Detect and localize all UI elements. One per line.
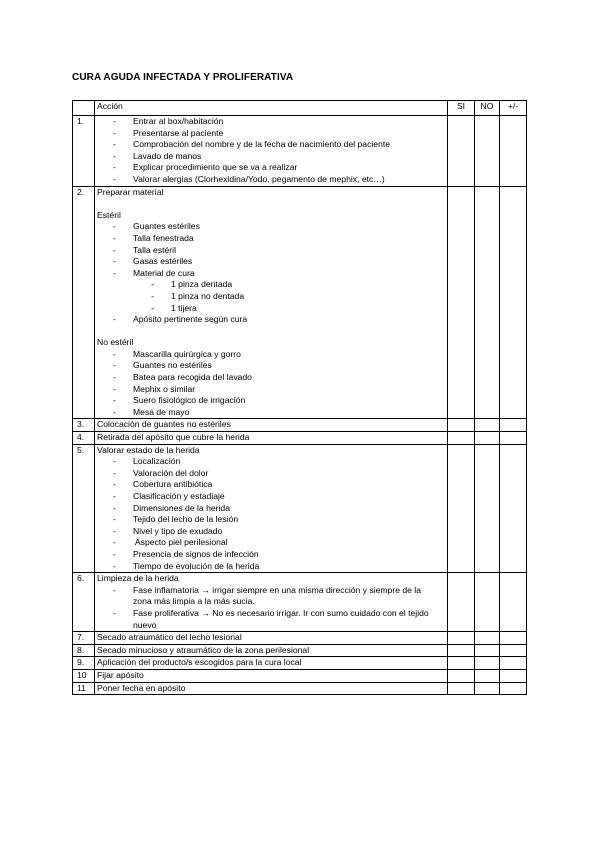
bullet-dash: - (113, 256, 116, 267)
step-number: 4. (73, 432, 95, 445)
step-number: 2. (73, 186, 95, 419)
bullet-dash: - (113, 456, 116, 467)
spacer (97, 326, 445, 338)
nonsterile-item (97, 407, 445, 419)
partial-checkbox-cell[interactable] (500, 644, 527, 657)
bullet-dash: - (113, 537, 116, 548)
bullet-text: Clasificación y estadiaje (133, 491, 225, 501)
bullet-text: Guantes estériles (133, 221, 200, 232)
bullet-dash: - (113, 150, 116, 161)
bullet-item (97, 139, 445, 151)
bullet-dash: - (113, 491, 116, 501)
step-action (95, 419, 448, 432)
bullet-item (97, 151, 445, 163)
partial-checkbox-cell[interactable] (500, 116, 527, 187)
step-intro: Limpieza de la herida (97, 573, 179, 584)
table-row (73, 632, 527, 645)
partial-checkbox-cell[interactable] (500, 573, 527, 632)
bullet-text: Fase proliferativa → No es necesario irrigar. Ir con sumo cuidado con el tejido nuevo (133, 607, 429, 630)
no-checkbox-cell[interactable] (475, 632, 500, 645)
si-checkbox-cell[interactable] (448, 573, 475, 632)
bullet-item (97, 526, 445, 538)
no-checkbox-cell[interactable] (475, 657, 500, 670)
bullet-dash: - (113, 360, 116, 371)
bullet-text: Batea para recogida del lavado (133, 372, 252, 383)
bullet-dash: - (113, 221, 116, 232)
bullet-item (97, 561, 445, 573)
si-checkbox-cell[interactable] (448, 432, 475, 445)
si-checkbox-cell[interactable] (448, 632, 475, 645)
bullet-text: 1 tijera (171, 302, 197, 313)
bullet-text: Lavado de manos (133, 150, 202, 161)
bullet-text: Nivel y tipo de exudado (133, 525, 223, 536)
bullet-dash: - (113, 232, 116, 243)
bullet-dash: - (113, 173, 116, 184)
bullet-item (97, 479, 445, 491)
bullet-text: Presencia de signos de infección (133, 548, 259, 559)
bullet-item (97, 128, 445, 140)
cure-material-item (97, 291, 445, 303)
bullet-dash: - (113, 395, 116, 406)
bullet-text: Tiempo de evolución de la herida (133, 560, 260, 571)
partial-checkbox-cell[interactable] (500, 186, 527, 419)
bullet-item (97, 503, 445, 515)
bullet-text: Mesa de mayo (133, 406, 190, 417)
step-action (95, 444, 448, 573)
bullet-dash: - (151, 302, 154, 313)
step-number: 3. (73, 419, 95, 432)
step-action (95, 682, 448, 695)
sterile-item (97, 233, 445, 245)
bullet-item (97, 491, 445, 503)
bullet-dash: - (113, 479, 116, 490)
bullet-item (97, 608, 445, 631)
bullet-text: Talla estéril (133, 244, 176, 255)
si-checkbox-cell[interactable] (448, 669, 475, 682)
header-no: NO (475, 101, 500, 116)
nonsterile-item (97, 384, 445, 396)
sterile-item (97, 268, 445, 280)
bullet-item (97, 549, 445, 561)
nonsterile-item (97, 360, 445, 372)
bullet-dash: - (113, 584, 116, 595)
header-si: SI (448, 101, 475, 116)
si-checkbox-cell[interactable] (448, 419, 475, 432)
bullet-text: Mascarilla quirúrgica y gorro (133, 348, 241, 359)
bullet-item (97, 174, 445, 186)
si-checkbox-cell[interactable] (448, 682, 475, 695)
bullet-text: 1 pinza no dentada (171, 290, 245, 301)
step-number: 1. (73, 116, 95, 187)
step-action (95, 186, 448, 419)
step-action (95, 657, 448, 670)
sterile-heading: Estéril (97, 209, 121, 220)
no-checkbox-cell[interactable] (475, 444, 500, 573)
step-text: Aplicación del producto/s escogidos para la cura local (97, 657, 302, 668)
no-checkbox-cell[interactable] (475, 669, 500, 682)
bullet-text: Valoración del dolor (133, 467, 209, 478)
step-intro: Valorar estado de la herida (97, 444, 200, 455)
bullet-dash: - (113, 139, 116, 150)
bullet-dash: - (113, 467, 116, 478)
step-number: 5. (73, 444, 95, 573)
no-checkbox-cell[interactable] (475, 116, 500, 187)
si-checkbox-cell[interactable] (448, 657, 475, 670)
bullet-text: Explicar procedimiento que se va a realizar (133, 162, 298, 173)
step-intro: Preparar material (97, 186, 164, 197)
no-checkbox-cell[interactable] (475, 419, 500, 432)
bullet-text: Entrar al box/habitación (133, 116, 224, 126)
step-text: Secado minucioso y atraumático de la zona perilesional (97, 644, 310, 655)
bullet-text: Talla fenestrada (133, 232, 194, 243)
table-row (73, 682, 527, 695)
table-row (73, 432, 527, 445)
sterile-item (97, 245, 445, 257)
partial-checkbox-cell[interactable] (500, 444, 527, 573)
step-text: Fijar apósito (97, 669, 144, 680)
table-row (73, 669, 527, 682)
partial-checkbox-cell[interactable] (500, 419, 527, 432)
bullet-dash: - (113, 267, 116, 278)
bullet-dash: - (113, 116, 116, 126)
bullet-dash: - (113, 514, 116, 525)
bullet-text: Gasas estériles (133, 256, 193, 267)
bullet-item (97, 456, 445, 468)
si-checkbox-cell[interactable] (448, 444, 475, 573)
si-checkbox-cell[interactable] (448, 116, 475, 187)
table-row (73, 644, 527, 657)
bullet-text: Dimensiones de la herida (133, 502, 230, 513)
table-row (73, 419, 527, 432)
step-action (95, 632, 448, 645)
step-action (95, 644, 448, 657)
bullet-item (97, 514, 445, 526)
step-action (95, 432, 448, 445)
bullet-dash: - (113, 548, 116, 559)
step-action (95, 116, 448, 187)
step-number: 9. (73, 657, 95, 670)
bullet-dash: - (113, 607, 116, 618)
step-text: Retirada del apósito que cubre la herida (97, 432, 250, 443)
nonsterile-item (97, 349, 445, 361)
sterile-item (97, 256, 445, 268)
bullet-text: Presentarse al paciente (133, 127, 224, 138)
no-checkbox-cell[interactable] (475, 186, 500, 419)
bullet-item (97, 537, 445, 549)
step-number: 11 (73, 682, 95, 695)
bullet-dash: - (113, 560, 116, 571)
bullet-dash: - (113, 406, 116, 417)
step-number: 7. (73, 632, 95, 645)
bullet-dash: - (113, 244, 116, 255)
bullet-text: Guantes no estériles (133, 360, 212, 371)
bullet-text: Comprobación del nombre y de la fecha de nacimiento del paciente (133, 139, 391, 150)
step-action (95, 669, 448, 682)
no-checkbox-cell[interactable] (475, 682, 500, 695)
nonsterile-heading: No estéril (97, 337, 134, 348)
bullet-dash: - (113, 127, 116, 138)
bullet-dash: - (113, 314, 116, 325)
table-row (73, 657, 527, 670)
partial-checkbox-cell[interactable] (500, 657, 527, 670)
checklist-table (72, 100, 527, 695)
partial-checkbox-cell[interactable] (500, 432, 527, 445)
step-number: 8. (73, 644, 95, 657)
bullet-dash: - (113, 348, 116, 359)
bullet-text: Mephix o similar (133, 383, 196, 394)
step-action (95, 573, 448, 632)
si-checkbox-cell[interactable] (448, 186, 475, 419)
table-row (73, 186, 527, 419)
no-checkbox-cell[interactable] (475, 432, 500, 445)
header-number-cell (73, 101, 95, 116)
step-number: 10 (73, 669, 95, 682)
bullet-text: Localización (133, 456, 181, 467)
step-text: Secado atraumático del lecho lesional (97, 632, 242, 643)
bullet-text: Aspecto piel perilesional (133, 537, 228, 548)
bullet-dash: - (151, 290, 154, 301)
header-plus-minus: +/- (500, 101, 527, 116)
nonsterile-item (97, 395, 445, 407)
si-checkbox-cell[interactable] (448, 644, 475, 657)
bullet-text: Valorar alergias (Clorhexidina/Yodo, pegamento de mephix, etc…) (133, 173, 385, 184)
bullet-dash: - (113, 525, 116, 536)
step-text: Colocación de guantes no estériles (97, 419, 231, 430)
page-title: CURA AGUDA INFECTADA Y PROLIFERATIVA (72, 72, 294, 83)
bullet-text: 1 pinza dentada (171, 279, 233, 290)
cure-material-item (97, 279, 445, 291)
bullet-dash: - (113, 383, 116, 394)
bullet-item (97, 585, 445, 608)
table-row (73, 573, 527, 632)
cure-material-item (97, 303, 445, 315)
bullet-text: Suero fisiológico de irrigación (133, 395, 246, 406)
bullet-dash: - (151, 279, 154, 290)
partial-checkbox-cell[interactable] (500, 669, 527, 682)
header-action: Acción (95, 101, 448, 116)
dressing-item (97, 314, 445, 326)
partial-checkbox-cell[interactable] (500, 682, 527, 695)
sterile-item (97, 221, 445, 233)
spacer (97, 198, 445, 210)
partial-checkbox-cell[interactable] (500, 632, 527, 645)
step-text: Poner fecha en apósito (97, 682, 186, 693)
bullet-dash: - (113, 162, 116, 173)
no-checkbox-cell[interactable] (475, 573, 500, 632)
step-number: 6. (73, 573, 95, 632)
bullet-text: Tejido del lecho de la lesión (133, 514, 239, 525)
bullet-text: Material de cura (133, 267, 195, 278)
nonsterile-item (97, 372, 445, 384)
bullet-item (97, 116, 445, 128)
bullet-item (97, 468, 445, 480)
bullet-text: Apósito pertinente según cura (133, 314, 248, 325)
table-header-row (73, 101, 527, 116)
bullet-text: Fase inflamatoria → irrigar siempre en una misma dirección y siempre de la zona más limpia a la más sucia. (133, 584, 421, 607)
bullet-dash: - (113, 372, 116, 383)
table-row (73, 444, 527, 573)
table-row (73, 116, 527, 187)
bullet-dash: - (113, 502, 116, 513)
no-checkbox-cell[interactable] (475, 644, 500, 657)
bullet-item (97, 162, 445, 174)
bullet-text: Cobertura antibiótica (133, 479, 213, 490)
